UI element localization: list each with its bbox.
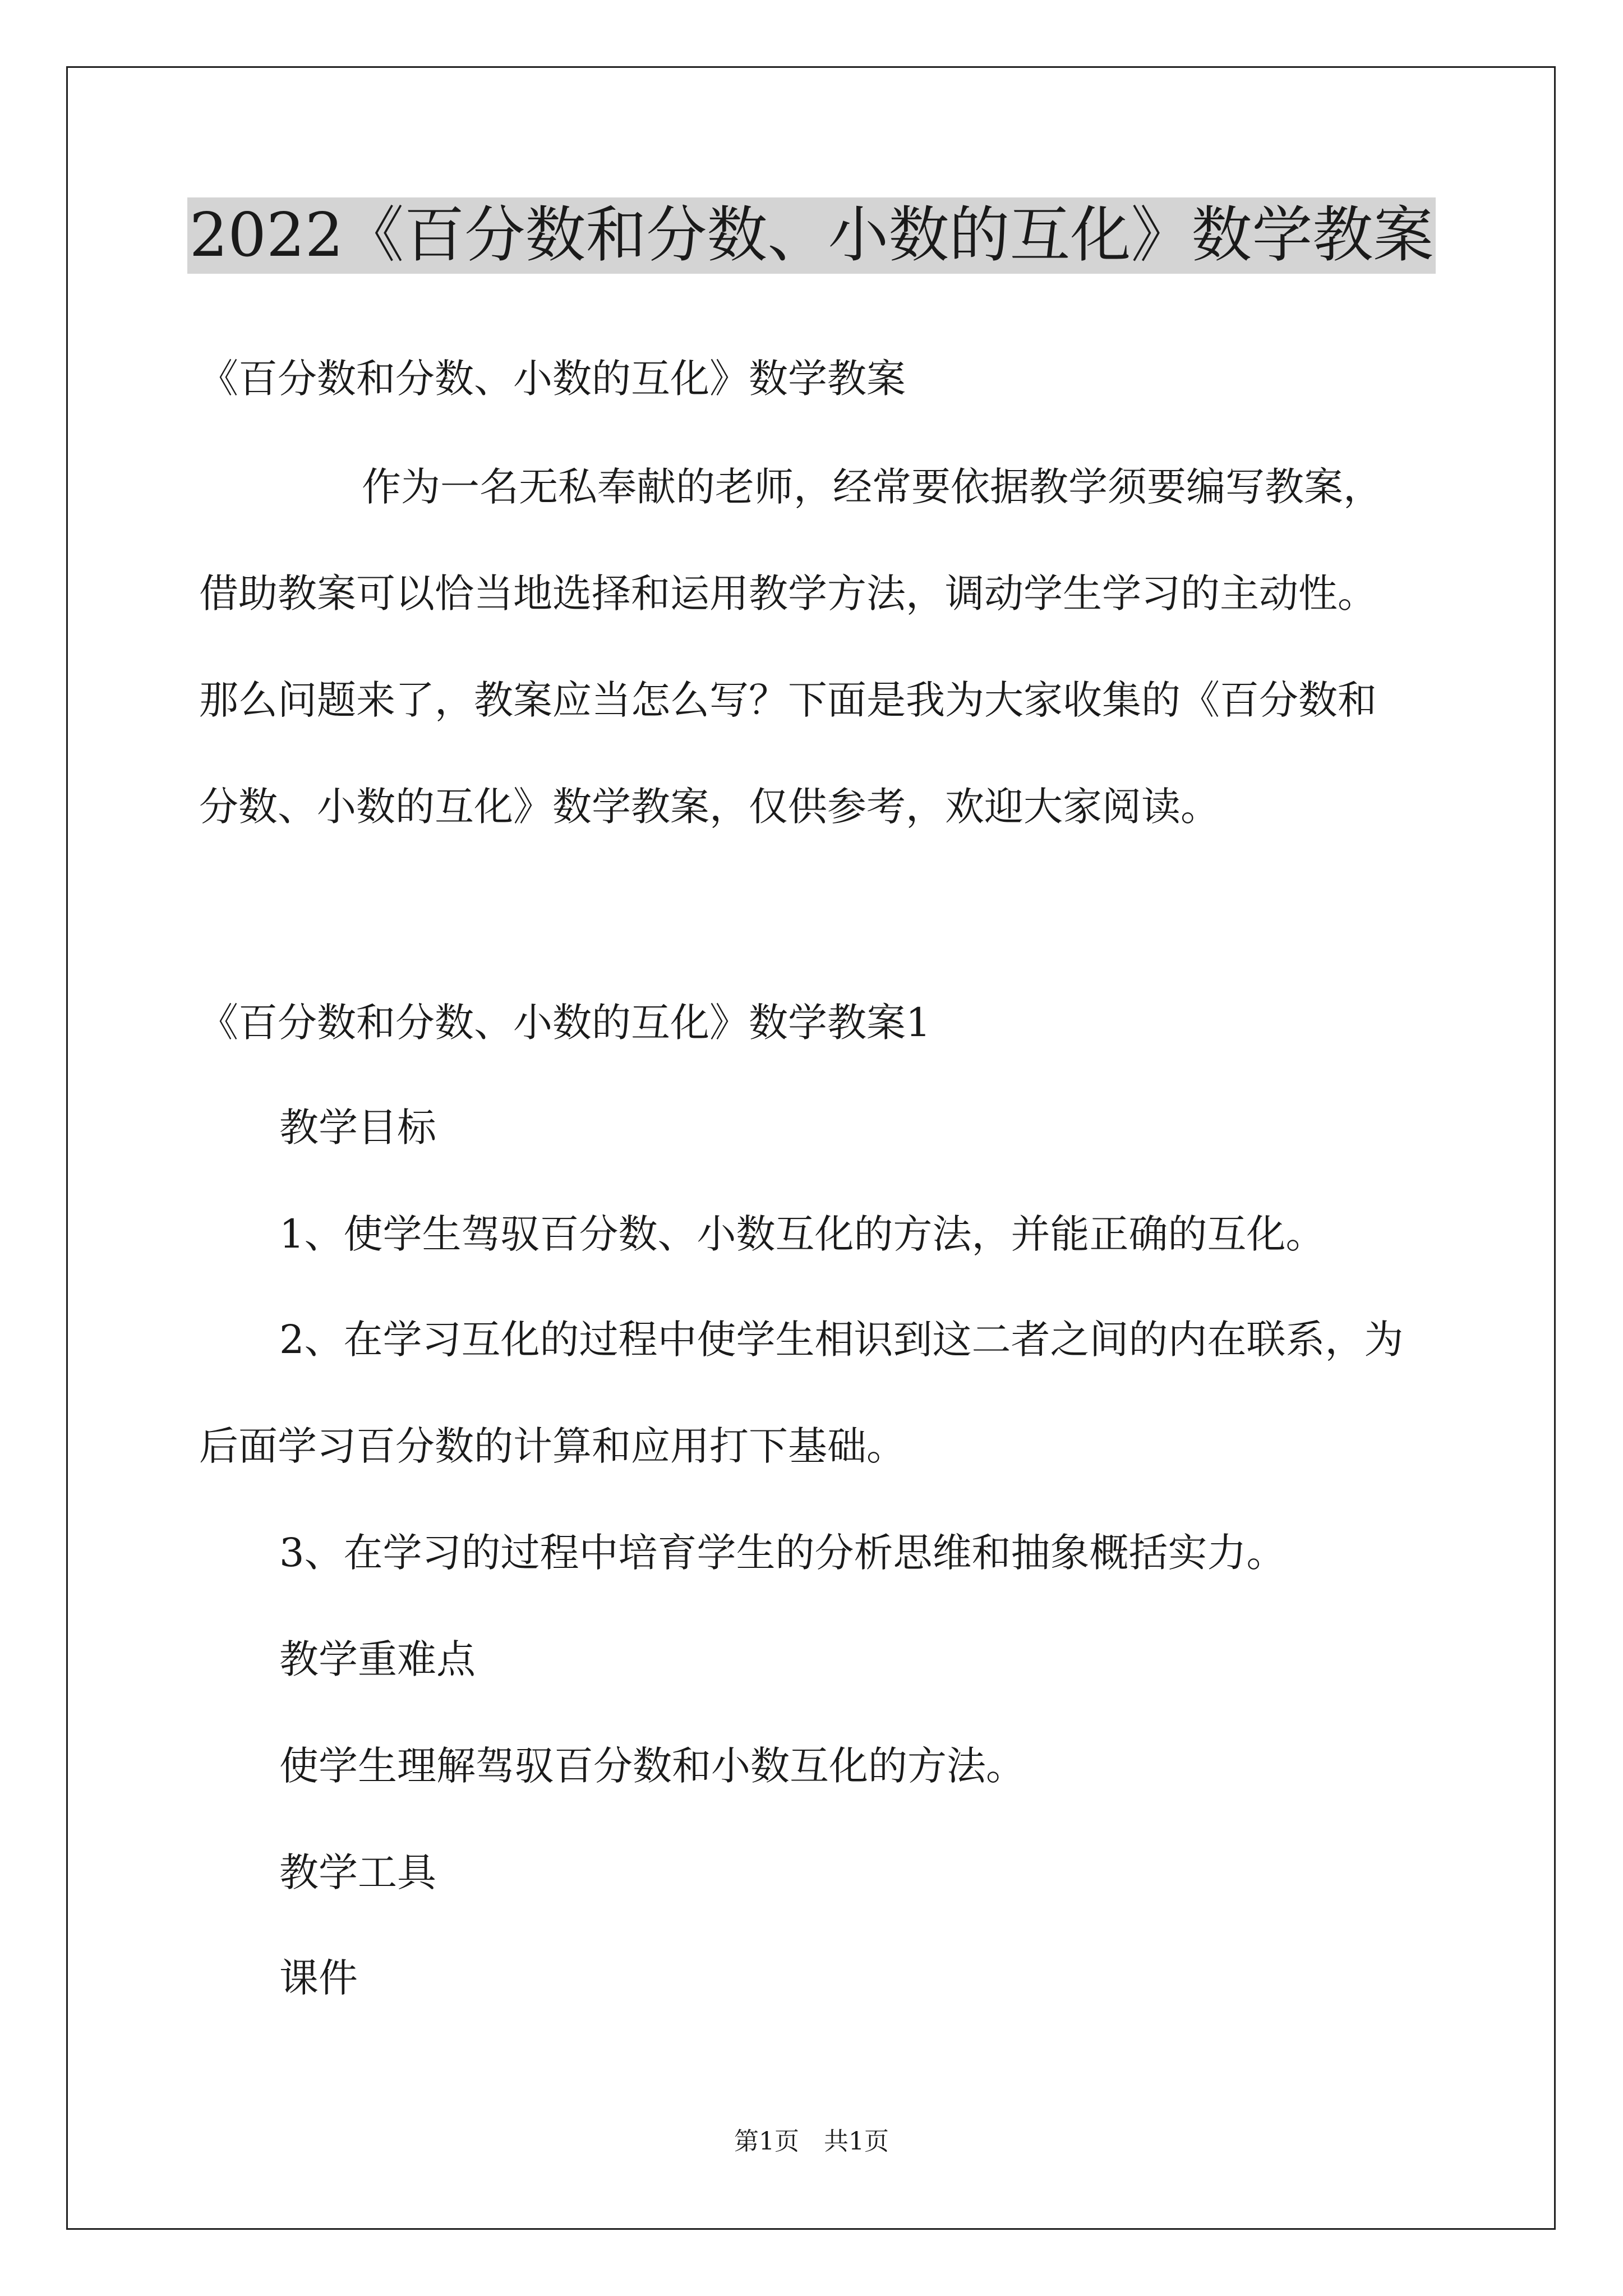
- intro-paragraph-line-3: 那么问题来了，教案应当怎么写？下面是我为大家收集的《百分数和: [199, 677, 1377, 723]
- intro-paragraph-line-1: 作为一名无私奉献的老师，经常要依据教学须要编写教案，: [362, 464, 1382, 510]
- title-container: [0, 197, 1623, 274]
- goal-item-2: 2、在学习互化的过程中使学生相识到这二者之间的内在联系，为: [279, 1317, 1404, 1363]
- intro-paragraph-line-2: 借助教案可以恰当地选择和运用教学方法，调动学生学习的主动性。: [199, 570, 1377, 616]
- teaching-tools-text: 课件: [279, 1955, 358, 2001]
- goal-item-3: 3、在学习的过程中培育学生的分析思维和抽象概括实力。: [279, 1530, 1286, 1576]
- section-heading: 《百分数和分数、小数的互化》数学教案1: [199, 1000, 931, 1046]
- teaching-tools-heading: 教学工具: [279, 1849, 436, 1895]
- goal-item-2-continued: 后面学习百分数的计算和应用打下基础。: [199, 1423, 906, 1469]
- key-difficulties-text: 使学生理解驾驭百分数和小数互化的方法。: [279, 1743, 1025, 1789]
- subtitle-line: 《百分数和分数、小数的互化》数学教案: [199, 356, 906, 402]
- intro-paragraph-line-4: 分数、小数的互化》数学教案，仅供参考，欢迎大家阅读。: [199, 784, 1220, 830]
- document-title: 2022《百分数和分数、小数的互化》数学教案: [187, 197, 1436, 274]
- page-number-footer: 第1页 共1页: [734, 2127, 889, 2156]
- key-difficulties-heading: 教学重难点: [279, 1636, 476, 1682]
- goal-item-1: 1、使学生驾驭百分数、小数互化的方法，并能正确的互化。: [279, 1211, 1325, 1257]
- teaching-goals-heading: 教学目标: [279, 1105, 436, 1151]
